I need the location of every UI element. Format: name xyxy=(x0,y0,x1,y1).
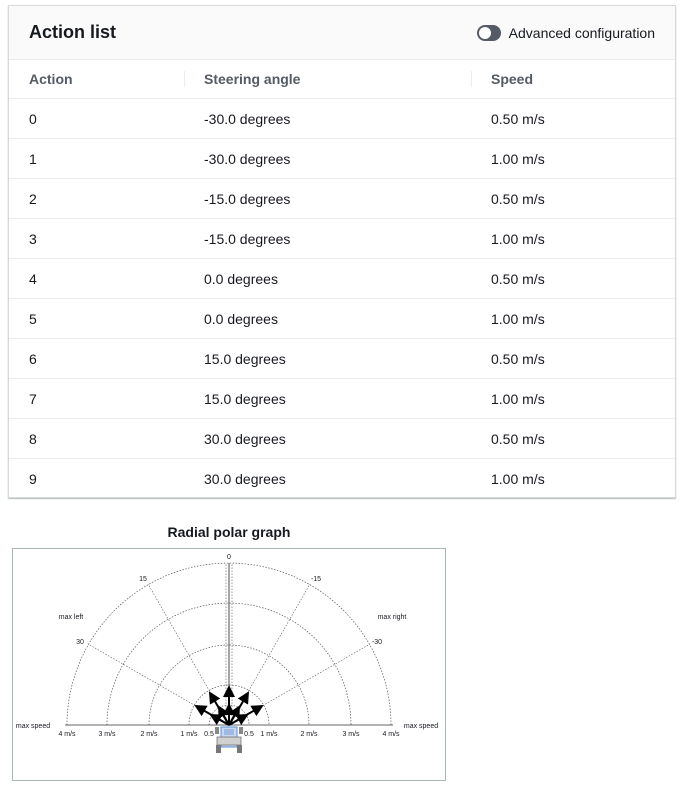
cell-speed: 0.50 m/s xyxy=(471,179,675,219)
table-row xyxy=(9,219,675,259)
cell-steering-angle: 30.0 degrees xyxy=(184,419,471,459)
toggle-switch[interactable] xyxy=(477,25,501,41)
cell-speed: 0.50 m/s xyxy=(471,99,675,139)
cell-steering-angle: -15.0 degrees xyxy=(184,219,471,259)
speed-label-left-2: 2 m/s xyxy=(140,731,158,738)
table-row xyxy=(9,459,675,499)
speed-label-right-4: 4 m/s xyxy=(382,731,400,738)
action-table xyxy=(9,60,675,498)
action-list-panel xyxy=(8,5,676,498)
cell-steering-angle: 15.0 degrees xyxy=(184,379,471,419)
cell-action: 0 xyxy=(9,99,184,139)
cell-steering-angle: 30.0 degrees xyxy=(204,470,286,487)
column-header-action: Action xyxy=(9,60,184,99)
cell-speed: 1.00 m/s xyxy=(491,470,545,487)
table-row xyxy=(9,99,675,139)
angle-label-neg15: -15 xyxy=(310,576,322,583)
cell-action: 5 xyxy=(9,299,184,339)
speed-label-left-4: 4 m/s xyxy=(58,731,76,738)
cell-steering-angle: -30.0 degrees xyxy=(184,99,471,139)
table-row xyxy=(9,139,675,179)
cell-speed: 0.50 m/s xyxy=(471,339,675,379)
cell-speed: 0.50 m/s xyxy=(471,259,675,299)
table-row xyxy=(9,379,675,419)
table-row xyxy=(9,299,675,339)
toggle-label[interactable]: Advanced configuration xyxy=(508,24,655,41)
angle-label-30: 30 xyxy=(76,639,84,646)
cell-speed: 0.50 m/s xyxy=(471,419,675,459)
max-speed-right-label: max speed xyxy=(403,723,439,730)
angle-label-neg30: -30 xyxy=(371,639,383,646)
angle-label-0: 0 xyxy=(227,554,231,561)
cell-steering-angle: -30.0 degrees xyxy=(184,139,471,179)
table-row xyxy=(9,339,675,379)
graph-title: Radial polar graph xyxy=(167,524,291,540)
cell-steering-angle: 15.0 degrees xyxy=(184,339,471,379)
speed-label-left-1: 1 m/s xyxy=(180,731,198,738)
cell-steering-angle: 0.0 degrees xyxy=(184,259,471,299)
car-icon xyxy=(215,727,243,753)
speed-label-right-1: 1 m/s xyxy=(260,731,278,738)
speed-label-right-3: 3 m/s xyxy=(342,731,360,738)
cell-speed: 1.00 m/s xyxy=(471,299,675,339)
toggle-knob xyxy=(479,27,491,39)
angle-label-15: 15 xyxy=(139,576,147,583)
speed-label-right-2: 2 m/s xyxy=(300,731,318,738)
panel-title: Action list xyxy=(29,22,117,42)
table-row xyxy=(9,179,675,219)
max-right-label: max right xyxy=(377,614,407,621)
speed-label-left-3: 3 m/s xyxy=(98,731,116,738)
cell-action: 1 xyxy=(9,139,184,179)
advanced-configuration-toggle[interactable] xyxy=(477,25,655,41)
table-row xyxy=(9,259,675,299)
speed-label-left-0-5: 0.5 xyxy=(204,731,214,738)
max-left-label: max left xyxy=(58,614,84,621)
cell-action: 6 xyxy=(9,339,184,379)
column-header-steering-angle: Steering angle xyxy=(184,60,471,99)
speed-label-right-0-5: 0.5 xyxy=(244,731,254,738)
cell-action: 2 xyxy=(9,179,184,219)
table-header-row xyxy=(9,60,675,99)
cell-action: 9 xyxy=(29,470,37,487)
table-row xyxy=(9,419,675,459)
cell-speed: 1.00 m/s xyxy=(471,219,675,259)
cell-speed: 1.00 m/s xyxy=(471,139,675,179)
polar-graph-svg xyxy=(13,549,445,780)
cell-steering-angle: -15.0 degrees xyxy=(184,179,471,219)
column-header-speed: Speed xyxy=(471,60,675,99)
max-speed-left-label: max speed xyxy=(15,723,51,730)
cell-speed: 1.00 m/s xyxy=(471,379,675,419)
cell-action: 7 xyxy=(9,379,184,419)
radial-polar-graph xyxy=(12,548,446,781)
cell-steering-angle: 0.0 degrees xyxy=(184,299,471,339)
cell-action: 3 xyxy=(9,219,184,259)
panel-header xyxy=(9,6,675,60)
cell-action: 4 xyxy=(9,259,184,299)
cell-action: 8 xyxy=(9,419,184,459)
